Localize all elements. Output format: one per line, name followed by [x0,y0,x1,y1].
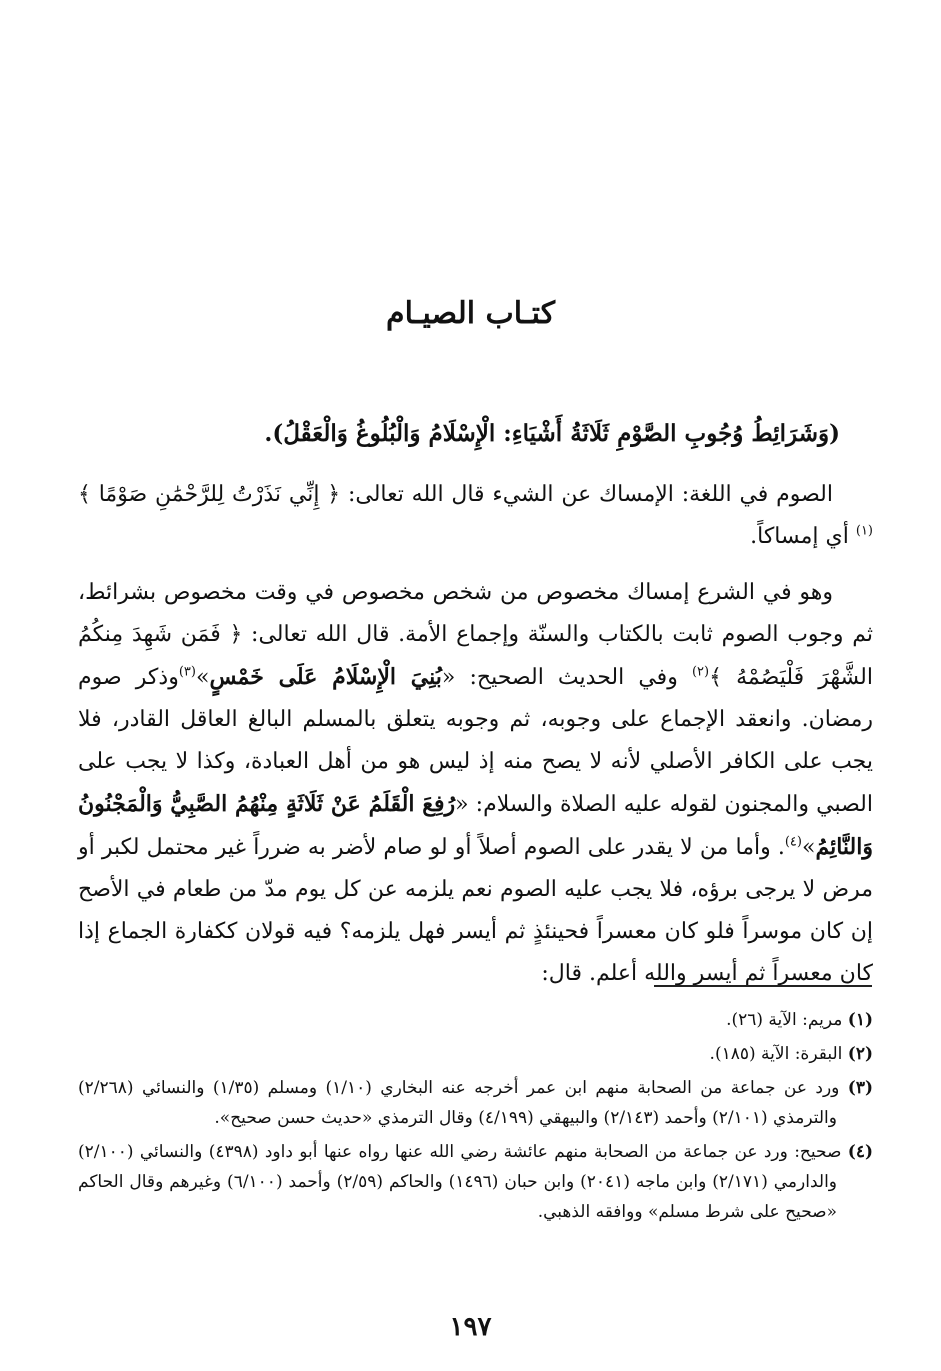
paragraph-1 [78,474,873,558]
footnote-number: (١) [847,1010,873,1030]
footnote-2 [78,1039,873,1069]
footnote-ref-1[interactable]: (١) [855,523,873,539]
paragraph-2-text-c: » [195,665,210,690]
footnote-number: (٣) [847,1078,874,1098]
footnote-number: (٢) [847,1044,873,1064]
footnote-divider [654,985,872,987]
footnote-text: ورد عن جماعة من الصحابة منهم ابن عمر أخرجه عنه البخاري (١/١٠) ومسلم (١/٣٥) والنسائي (٢/٢٦٨) والترمذي (٢/١٠١) وأحمد (٢/١٤٣) والبيهقي (٤/١٩٩) وقال الترمذي «حديث حسن صحيح». [78,1078,848,1128]
page-number: ١٩٧ [449,1312,492,1342]
footnote-3 [78,1073,873,1133]
footnote-ref-4[interactable]: (٤) [784,834,802,850]
hadith-1: بُنِيَ الْإِسْلَامُ عَلَى خَمْسٍ [209,664,442,690]
paragraph-2-text-f: . وأما من لا يقدر على الصوم أصلاً أو لو صام لأضر به ضرراً غير محتمل لكبر أو مرض لا يرجى برؤه، فلا يجب عليه الصوم نعم يلزمه عن كل يوم مدّ من طعام في الأصح إن كان موسراً فلو كان معسراً فحينئذٍ ثم أيسر فهل يلزمه؟ فيه قولان ككفارة الجماع إذا كان معسراً ثم أيسر والله أعلم. قال: [78,835,874,986]
matn-text: (وَشَرَائِطُ وُجُوبِ الصَّوْمِ ثَلَاثَةُ أَشْيَاءِ: الْإِسْلَامُ وَالْبُلُوغُ وَالْعَقْلُ). [264,420,840,447]
hadith-2: رُفِعَ الْقَلَمُ عَنْ ثَلَاثَةٍ مِنْهُمُ الصَّبِيُّ وَالْمَجْنُونُ وَالنَّائِمُ [78,791,873,860]
footnote-ref-3[interactable]: (٣) [178,664,196,680]
footnote-number: (٤) [847,1142,874,1162]
footnote-1 [78,1005,873,1035]
paragraph-2-text-d: وذكر صوم رمضان. وانعقد الإجماع على وجوبه، ثم وجوبه يتعلق بالمسلم البالغ العاقل القادر، فلا يجب على الكافر الأصلي لأنه لا يصح منه إذ ليس هو من أهل العبادة، وكذا لا يجب على الصبي والمجنون لقوله عليه الصلاة والسلام: « [78,665,873,817]
footnote-text: البقرة: الآية (١٨٥). [709,1044,848,1064]
chapter-title: كتـاب الصيـام [386,296,555,331]
paragraph-1-text-a: الصوم في اللغة: الإمساك عن الشيء قال الله تعالى: ﴿ إِنِّي نَذَرْتُ لِلرَّحْمَٰنِ صَوْمًا ﴾ [78,482,833,507]
paragraph-2-text-b: وفي الحديث الصحيح: « [441,665,692,690]
footnote-ref-2[interactable]: (٢) [691,664,710,680]
paragraph-2-text-a: وهو في الشرع إمساك مخصوص من شخص مخصوص في وقت مخصوص بشرائط، ثم وجوب الصوم ثابت بالكتاب والسنّة وإجماع الأمة. قال الله تعالى: ﴿ فَمَن شَهِدَ مِنكُمُ الشَّهْرَ فَلْيَصُمْهُ ﴾ [78,580,873,690]
footnotes-list [78,1005,873,1231]
footnote-4 [78,1137,873,1227]
footnote-text: صحيح: ورد عن جماعة من الصحابة منهم عائشة رضي الله عنها رواه عنها أبو داود (٤٣٩٨) والنسائي (٢/١٠٠) والدارمي (٢/١٧١) وابن ماجه (٢٠٤١) وابن حبان (١٤٩٦) والحاكم (٢/٥٩) وأحمد (٦/١٠٠) وغيرهم وقال الحاكم «صحيح على شرط مسلم» ووافقه الذهبي. [78,1142,848,1222]
paragraph-2-text-e: » [801,835,816,860]
paragraph-1-text-b: أي إمساكاً. [750,524,856,549]
paragraph-2 [78,572,873,995]
footnote-text: مريم: الآية (٢٦). [726,1010,848,1030]
